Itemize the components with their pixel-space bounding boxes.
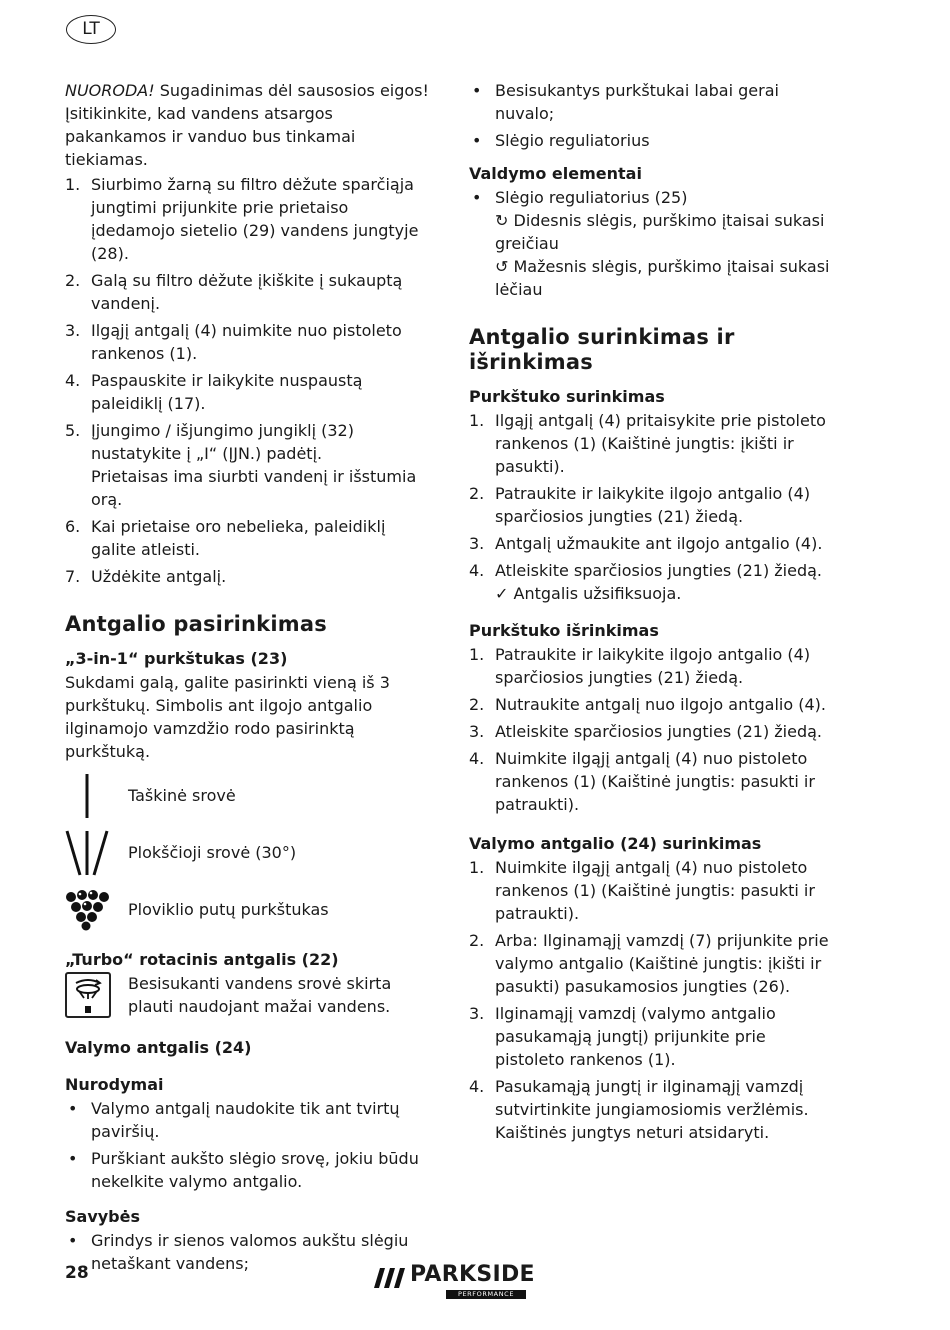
bullet: •	[68, 1231, 78, 1250]
list-item	[469, 186, 839, 301]
symbol-label: Ploviklio putų purkštukas	[128, 900, 329, 919]
hints-list	[65, 1097, 435, 1193]
step-text: Ilgąjį antgalį (4) pritaisykite prie pistoleto rankenos (1) (Kaištinė jungtis: įkišti ir pasukti).	[495, 411, 826, 476]
step-number: 1.	[469, 645, 485, 664]
logo-subline: PERFORMANCE	[446, 1290, 526, 1299]
step-result: ✓ Antgalis užsifiksuoja.	[495, 584, 682, 603]
step-text: Nuimkite ilgąjį antgalį (4) nuo pistoleto rankenos (1) (Kaištinė jungtis: pasukti ir patraukti).	[495, 749, 815, 814]
subsection-heading: Valdymo elementai	[469, 164, 642, 183]
list-item	[469, 79, 839, 125]
bullet: •	[472, 188, 482, 207]
bullet: •	[68, 1149, 78, 1168]
list-item	[65, 319, 435, 365]
list-text: Purškiant aukšto slėgio srovę, jokiu būdu nekelkite valymo antgalio.	[91, 1149, 419, 1191]
list-item	[65, 1097, 435, 1143]
symbol-row	[65, 881, 435, 938]
nozzle-symbol-list	[65, 767, 435, 938]
symbol-label: Plokščioji srovė (30°)	[128, 843, 297, 862]
list-item	[65, 173, 435, 265]
list-text: Valymo antgalį naudokite tik ant tvirtų paviršių.	[91, 1099, 400, 1141]
flat-jet-icon	[65, 829, 128, 877]
section-heading: Antgalio surinkimas ir išrinkimas	[469, 325, 735, 374]
list-item	[65, 369, 435, 415]
list-item	[65, 419, 435, 511]
bullet: •	[472, 131, 482, 150]
turbo-rotor-icon	[65, 972, 111, 1018]
list-item	[469, 559, 839, 605]
cleaning-nozzle-steps	[469, 856, 839, 1144]
list-item	[469, 747, 839, 816]
step-number: 3.	[65, 321, 81, 340]
step-text: Nuimkite ilgąjį antgalį (4) nuo pistoleto rankenos (1) (Kaištinė jungtis: pasukti ir patraukti).	[495, 858, 815, 923]
nozzle-assembly-steps	[469, 409, 839, 605]
step-text: Patraukite ir laikykite ilgojo antgalio (4) sparčiosios jungties (21) žiedą.	[495, 645, 811, 687]
list-text: Grindys ir sienos valomos aukštu slėgiu netaškant vandens;	[91, 1231, 409, 1273]
step-number: 3.	[469, 1004, 485, 1023]
step-number: 3.	[469, 534, 485, 553]
subsection-heading: Valymo antgalio (24) surinkimas	[469, 834, 762, 853]
symbol-row	[65, 824, 435, 881]
parkside-logo	[374, 1262, 535, 1305]
step-text: Atleiskite sparčiosios jungties (21) žiedą.	[495, 722, 822, 741]
list-item	[469, 482, 839, 528]
step-number: 4.	[469, 1077, 485, 1096]
suction-steps	[65, 173, 435, 588]
properties-list-continued	[469, 79, 839, 152]
list-item	[469, 532, 839, 555]
list-item	[65, 269, 435, 315]
list-item	[469, 856, 839, 925]
step-number: 4.	[65, 371, 81, 390]
step-number: 1.	[469, 858, 485, 877]
step-text: Nutraukite antgalį nuo ilgojo antgalio (4).	[495, 695, 826, 714]
list-item	[65, 515, 435, 561]
step-number: 4.	[469, 561, 485, 580]
subsection-heading: „3-in-1“ purkštukas (23)	[65, 649, 288, 668]
bullet: •	[68, 1099, 78, 1118]
subsection-heading: Purkštuko surinkimas	[469, 387, 665, 406]
list-item	[469, 720, 839, 743]
list-item	[469, 129, 839, 152]
list-item	[469, 929, 839, 998]
list-item	[469, 643, 839, 689]
paragraph: Besisukanti vandens srovė skirta plauti naudojant mažai vandens.	[128, 974, 392, 1016]
list-item	[469, 693, 839, 716]
step-text: Uždėkite antgalį.	[91, 567, 227, 586]
step-number: 2.	[469, 931, 485, 950]
step-number: 2.	[469, 484, 485, 503]
language-badge: LT	[66, 15, 116, 44]
step-text: Patraukite ir laikykite ilgojo antgalio (4) sparčiosios jungties (21) žiedą.	[495, 484, 811, 526]
paragraph: Sukdami galą, galite pasirinkti vieną iš 3 purkštukų. Simbolis ant ilgojo antgalio ilginamojo vamzdžio rodo pasirinktą purkštuką.	[65, 673, 390, 761]
symbol-label: Taškinė srovė	[128, 786, 236, 805]
foam-nozzle-icon	[65, 889, 128, 931]
logo-wordmark: PARKSIDE	[410, 1262, 535, 1287]
pressure-higher: ↻ Didesnis slėgis, purškimo įtaisai sukasi greičiau	[495, 211, 825, 253]
logo-stripes-icon	[374, 1266, 408, 1290]
step-text: Antgalį užmaukite ant ilgojo antgalio (4).	[495, 534, 823, 553]
section-heading: Antgalio pasirinkimas	[65, 612, 327, 636]
right-column	[469, 79, 839, 1148]
controls-list	[469, 186, 839, 301]
step-text: Pasukamąją jungtį ir ilginamąjį vamzdį sutvirtinkite jungiamosiomis veržlėmis. Kaištinės jungtys neturi atsidaryti.	[495, 1077, 809, 1142]
list-item	[65, 1147, 435, 1193]
step-number: 7.	[65, 567, 81, 586]
step-number: 2.	[469, 695, 485, 714]
step-text: Atleiskite sparčiosios jungties (21) žiedą.	[495, 561, 822, 580]
subsection-heading: Valymo antgalis (24)	[65, 1038, 252, 1057]
step-number: 3.	[469, 722, 485, 741]
step-number: 1.	[469, 411, 485, 430]
list-item	[469, 1002, 839, 1071]
step-text: Ilginamąjį vamzdį (valymo antgalio pasukamąją jungtį) prijunkite prie pistoleto rankenos (1).	[495, 1004, 776, 1069]
step-number: 1.	[65, 175, 81, 194]
list-text: Slėgio reguliatorius (25)	[495, 188, 688, 207]
nozzle-removal-steps	[469, 643, 839, 816]
step-text: Kai prietaise oro nebelieka, paleidiklį galite atleisti.	[91, 517, 386, 559]
subsection-heading: „Turbo“ rotacinis antgalis (22)	[65, 950, 339, 969]
note-label: NUORODA!	[65, 81, 155, 100]
step-number: 6.	[65, 517, 81, 536]
list-item	[469, 409, 839, 478]
list-text: Slėgio reguliatorius	[495, 131, 650, 150]
step-text: Arba: Ilginamąjį vamzdį (7) prijunkite prie valymo antgalio (Kaištinė jungtis: įkišti ir pasukti) pasukamosios jungties (26).	[495, 931, 829, 996]
subsection-heading: Savybės	[65, 1207, 141, 1226]
subsection-heading: Nurodymai	[65, 1075, 164, 1094]
step-number: 2.	[65, 271, 81, 290]
left-column	[65, 79, 435, 1279]
dry-run-note	[65, 79, 435, 171]
symbol-row	[65, 767, 435, 824]
step-extra: Prietaisas ima siurbti vandenį ir išstumia orą.	[91, 467, 417, 509]
step-text: Įjungimo / išjungimo jungiklį (32) nustatykite į „I“ (ĮJN.) padėtį.	[91, 421, 354, 463]
step-text: Ilgąjį antgalį (4) nuimkite nuo pistoleto rankenos (1).	[91, 321, 402, 363]
step-text: Galą su filtro dėžute įkiškite į sukauptą vandenį.	[91, 271, 403, 313]
step-number: 5.	[65, 421, 81, 440]
list-item	[469, 1075, 839, 1144]
step-text: Paspauskite ir laikykite nuspaustą paleidiklį (17).	[91, 371, 363, 413]
list-text: Besisukantys purkštukai labai gerai nuvalo;	[495, 81, 779, 123]
page-number: 28	[65, 1263, 89, 1283]
step-text: Siurbimo žarną su filtro dėžute sparčiąja jungtimi prijunkite prie prietaiso įdedamojo sietelio (29) vandens jungtyje (28).	[91, 175, 419, 263]
list-item	[65, 565, 435, 588]
note-text: Sugadinimas dėl sausosios eigos! Įsitikinkite, kad vandens atsargos pakankamos ir vanduo bus tinkamai tiekiamas.	[65, 81, 429, 169]
subsection-heading: Purkštuko išrinkimas	[469, 621, 659, 640]
point-jet-icon	[65, 772, 128, 820]
pressure-lower: ↺ Mažesnis slėgis, purškimo įtaisai sukasi lėčiau	[495, 257, 830, 299]
turbo-row	[65, 972, 435, 1018]
bullet: •	[472, 81, 482, 100]
step-number: 4.	[469, 749, 485, 768]
